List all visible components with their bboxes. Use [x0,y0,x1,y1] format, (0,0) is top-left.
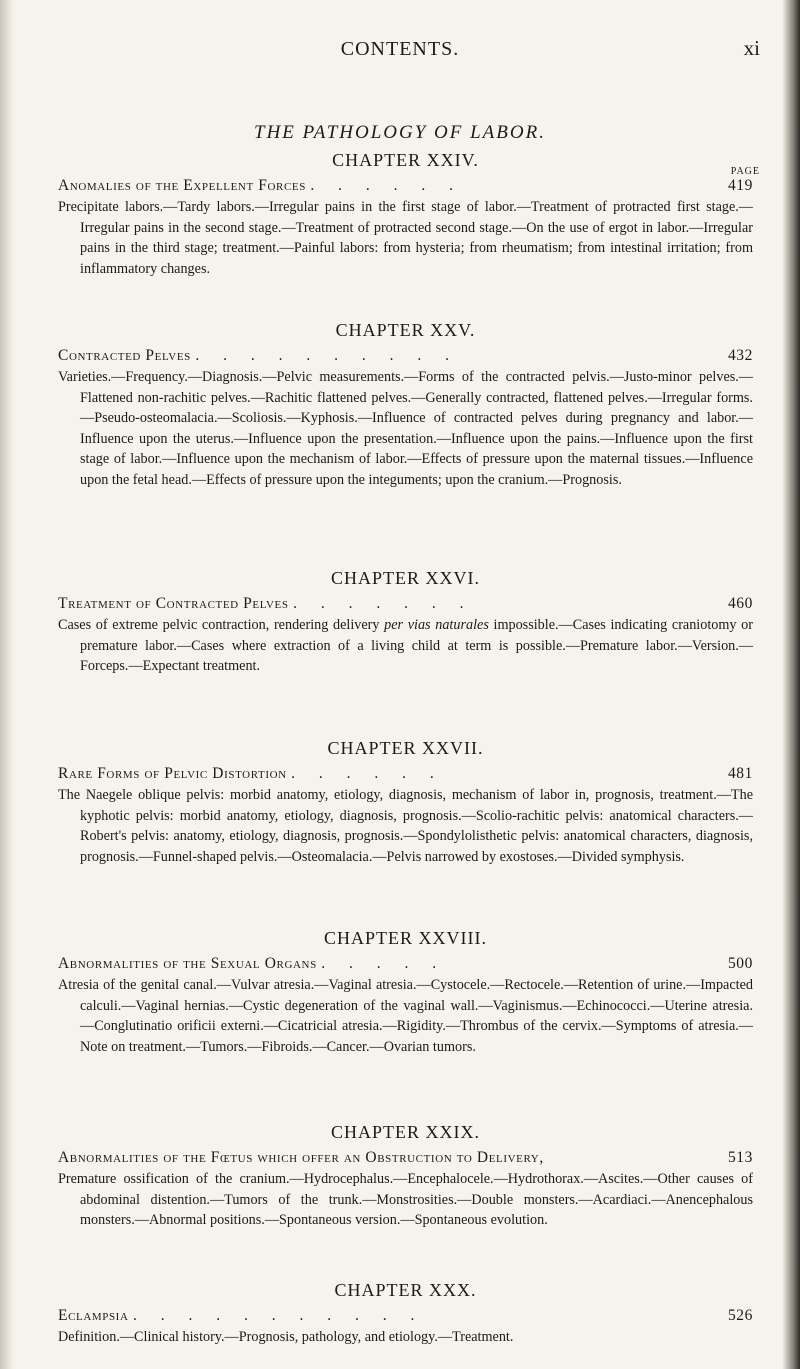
chapter-30 [58,1280,753,1348]
leader-dots: . . . . . . . . . . . [132,1307,425,1324]
chapter-entry[interactable] [58,1307,753,1325]
chapter-summary: Varieties.—Frequency.—Diagnosis.—Pelvic measurements.—Forms of the contracted pelvis.—Justo-minor pelves.—Flattened non-rachitic pelves.—Rachitic flattened pelves.—Generally contracted, flattened pelves.—Irregular forms.—Pseudo-osteomalacia.—Scoliosis.—Kyphosis.—Influence of contracted pelves during pregnancy and labor.—Influence upon the uterus.—Influence upon the presentation.—Influence upon the pains.—Influence upon the first stage of labor.—Influence upon the mechanism of labor.—Effects of pressure upon the maternal tissues.—Influence upon the fetal head.—Effects of pressure upon the integuments; upon the cranium.—Prognosis. [58,369,753,488]
entry-title: Abnormalities of the Sexual Organs [58,955,317,972]
chapter-heading: CHAPTER XXIX. [330,1122,480,1142]
entry-page-number: 419 [727,177,753,194]
chapter-entry[interactable] [58,1149,753,1167]
chapter-summary: Premature ossification of the cranium.—Hydrocephalus.—Encephalocele.—Hydrothorax.—Ascites.—Other causes of abdominal distention.—Tumors of the trunk.—Monstrosities.—Double monsters.—Acardiaci.—Anencephalous monsters.—Abnormal positions.—Spontaneous version.—Spontaneous evolution. [58,1171,753,1229]
chapter-summary: Atresia of the genital canal.—Vulvar atresia.—Vaginal atresia.—Cystocele.—Rectocele.—Retention of urine.—Impacted calculi.—Vaginal hernias.—Cystic degeneration of the vaginal wall.—Vaginismus.—Echinococci.—Uterine atresia.—Conglutinatio orificii externi.—Cicatricial atresia.—Rigidity.—Thrombus of the cervix.—Symptoms of atresia.—Note on treatment.—Tumors.—Fibroids.—Cancer.—Ovarian tumors. [58,977,753,1055]
entry-page-number: 513 [727,1149,753,1166]
entry-page-number: 481 [727,765,753,782]
chapter-entry[interactable] [58,765,753,783]
chapter-25 [58,320,753,491]
chapter-28 [58,928,753,1057]
entry-page-number: 460 [727,595,753,612]
page-gutter-shadow [0,0,14,1369]
chapter-summary [58,615,753,677]
chapter-heading: CHAPTER XXIV. [332,150,479,170]
chapter-summary: Definition.—Clinical history.—Prognosis, pathology, and etiology.—Treatment. [58,1329,514,1345]
chapter-26 [58,568,753,677]
entry-title: Rare Forms of Pelvic Distortion [58,765,287,782]
entry-title: Abnormalities of the Fœtus which offer an Obstruction to Delivery, [58,1149,544,1166]
page-number: xi [743,36,760,60]
summary-text: impossible.—Cases indicating craniotomy or premature labor.—Cases where extraction of a living child at term is possible.—Premature labor.—Version.—Forceps.—Expectant treatment. [80,617,753,675]
entry-page-number: 500 [727,955,753,972]
entry-title: Anomalies of the Expellent Forces [58,177,306,194]
running-head: CONTENTS. [340,38,460,60]
leader-dots: . . . . . . . . . . [195,347,459,364]
chapter-27 [58,738,753,867]
entry-title: Treatment of Contracted Pelves [58,595,289,612]
chapter-entry[interactable] [58,177,753,195]
entry-page-number: 526 [727,1307,753,1324]
section-title: THE PATHOLOGY OF LABOR. [254,122,546,143]
leader-dots: . . . . . . . [293,595,474,612]
chapter-heading: CHAPTER XXVIII. [324,928,487,948]
chapter-24 [58,150,753,279]
leader-dots: . . . . . . [291,765,444,782]
chapter-29 [58,1122,753,1231]
chapter-summary: The Naegele oblique pelvis: morbid anatomy, etiology, diagnosis, mechanism of labor in, prognosis, treatment.—The kyphotic pelvis: morbid anatomy, etiology, diagnosis, prognosis.—Scolio-rachitic pelvis: anatomical characters.—Robert's pelvis: anatomy, etiology, diagnosis, prognosis.—Spondylolisthetic pelvis: anatomical characters, diagnosis, prognosis.—Funnel-shaped pelvis.—Osteomalacia.—Pelvis narrowed by exostoses.—Divided symphysis. [58,787,753,865]
chapter-entry[interactable] [58,347,753,365]
chapter-summary: Precipitate labors.—Tardy labors.—Irregular pains in the first stage of labor.—Treatment of protracted first stage.—Irregular pains in the second stage.—Treatment of protracted second stage.—On the use of ergot in labor.—Irregular pains in the third stage; treatment.—Painful labors: from hysteria; from rheumatism; from intestinal irritation; from inflammatory changes. [58,199,753,277]
summary-text: Cases of extreme pelvic contraction, rendering delivery [58,617,385,633]
leader-dots: . . . . . . [310,177,464,194]
entry-page-number: 432 [727,347,753,364]
page-column-label: PAGE [730,166,760,177]
chapter-heading: CHAPTER XXV. [335,320,476,340]
page-edge-shadow [782,0,800,1369]
entry-title: Contracted Pelves [58,347,191,364]
summary-latin-phrase: per vias naturales [384,617,489,633]
chapter-entry[interactable] [58,595,753,613]
chapter-heading: CHAPTER XXX. [334,1280,477,1300]
leader-dots: . . . . . [321,955,447,972]
chapter-entry[interactable] [58,955,753,973]
chapter-heading: CHAPTER XXVII. [327,738,484,758]
entry-title: Eclampsia [58,1307,129,1324]
chapter-heading: CHAPTER XXVI. [330,568,480,588]
